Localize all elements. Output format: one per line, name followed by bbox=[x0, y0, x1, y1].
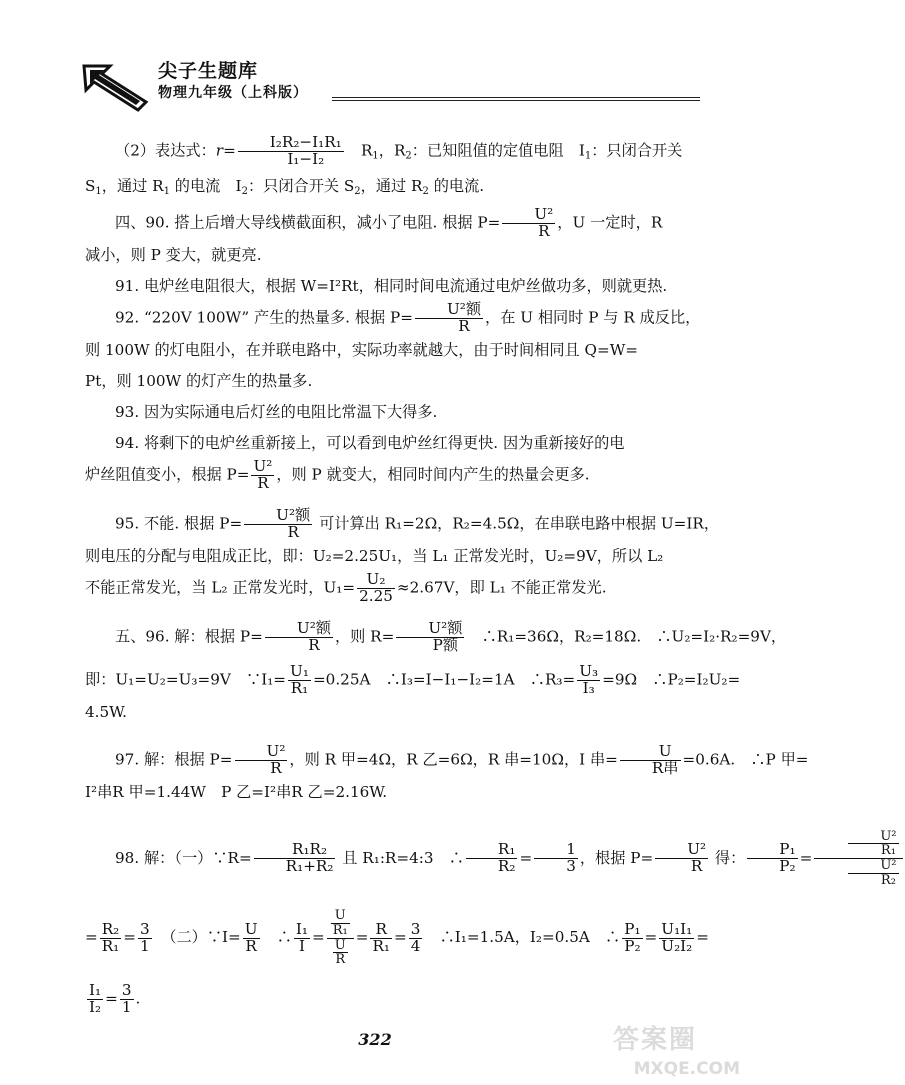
line-14: 不能正常发光，当 L₂ 正常发光时，U₁= $\frac{\text{U₂}}{2.25}$ ≈2.67V，即 L₁ 不能正常发光. bbox=[85, 570, 607, 606]
answer-text bbox=[85, 133, 897, 1016]
fraction: $\frac{\text{I₂R₂−I₁R₁}}{\text{I₁−I₂}}$ bbox=[238, 135, 344, 168]
line-19: I²串R 甲=1.44W P 乙=I²串R 乙=2.16W. bbox=[85, 782, 388, 801]
line-10: 94. 将剩下的电炉丝重新接上，可以看到电炉丝红得更快. 因为重新接好的电 bbox=[115, 434, 625, 453]
line-5: 91. 电炉丝电阻很大，根据 W=I²Rt，相同时间电流通过电炉丝做功多，则就更热. bbox=[115, 277, 668, 296]
line-9: 93. 因为实际通电后灯丝的电阻比常温下大得多. bbox=[115, 403, 438, 422]
line-15: 五、96. 解：根据 P= U²额 R ，则 R= U²额 P额 ∴R₁=36Ω，R₂=18Ω. ∴U₂=I₂·R₂=9V， bbox=[115, 618, 787, 654]
line-12: 95. 不能. 根据 P= U²额 R 可计算出 R₁=2Ω，R₂=4.5Ω，在串联电路中根据 U=IR， bbox=[115, 506, 720, 542]
line-6: 92. “220V 100W” 产生的热量多. 根据 P= U²额 R ，在 U 相同时 P 与 R 成反比， bbox=[115, 300, 701, 336]
arrow-logo-icon bbox=[80, 62, 150, 112]
watermark-top: 答案圈 bbox=[613, 1025, 698, 1055]
line-3: 四、90. 搭上后增大导线横截面积，减小了电阻. 根据 P= $\frac{\text{U²}}{R}$ ，U 一定时，R bbox=[115, 205, 663, 241]
header-rule bbox=[332, 97, 700, 101]
page-header bbox=[80, 50, 700, 110]
line-17: 4.5W. bbox=[85, 702, 127, 721]
watermark bbox=[605, 1019, 740, 1079]
line-20: 98. 解：（一）∵R= $\frac{\text{R₁R₂}}{\text{R₁+R₂}}$ 且 R₁:R=4:3 ∴ $\frac{\text{R₁}}{\text{R₂}}$ = $\frac{1}{3}$ ，根据 P= $\frac{\text{U²}}{R}$ 得： $\frac{\text{P₁}}{\text{P₂}}$ = $\frac{\frac{\text{U²}}{\text{R₁}}}{\frac{\text{U²}}{\text{R₂}}}$ bbox=[85, 830, 697, 888]
book-subtitle: 物理九年级（上科版） bbox=[158, 85, 308, 101]
line-1: （2）表达式：r= $\frac{\text{I₂R₂−I₁R₁}}{\text{I₁−I₂}}$ $R_1$，$R_2$：已知阻值的定值电阻 $I_1$：只闭合开关 bbox=[115, 133, 683, 168]
line-13: 则电压的分配与电阻成正比，即：U₂=2.25U₁，当 L₁ 正常发光时，U₂=9V，所以 L₂ bbox=[85, 547, 664, 566]
line-22: $\frac{\text{I₁}}{\text{I₂}}$ = $\frac{3}{1}$ . bbox=[89, 980, 141, 1016]
line-21: = $\frac{\text{R₂}}{\text{R₁}}$ = $\frac{3}{1}$ （二）∵I= $\frac{U}{R}$ ∴ $\frac{\text{I₁}}{I}$ = $\frac{\frac{U}{\text{R₁}}}{\frac{U}{R}}$ = $\frac{R}{\text{R₁}}$ = $\frac{3}{4}$ ∴I₁=1.5A，I₂=0.5A ∴ $\frac{\text{P₁}}{\text{P₂}}$ = $\frac{\text{U₁I₁}}{\text{U₂I₂}}$ = bbox=[85, 908, 709, 968]
line-2: $S_1$，通过 $R_1$ 的电流 $I_2$：只闭合开关 $S_2$，通过 $R_2$ 的电流. bbox=[85, 177, 485, 198]
line-18: 97. 解：根据 P= $\frac{\text{U²}}{R}$ ，则 R 甲=4Ω，R 乙=6Ω，R 串=10Ω，I 串= U R串 =0.6A. ∴P 甲= bbox=[115, 741, 809, 777]
line-11: 炉丝阻值变小，根据 P= $\frac{\text{U²}}{R}$ ，则 P 就变大，相同时间内产生的热量会更多. bbox=[85, 457, 590, 493]
page-number: 322 bbox=[358, 1030, 392, 1049]
line-4: 减小，则 P 变大，就更亮. bbox=[85, 246, 262, 265]
line-16: 即：U₁=U₂=U₃=9V ∵I₁= $\frac{\text{U₁}}{\text{R₁}}$ =0.25A ∴I₃=I−I₁−I₂=1A ∴R₃= $\frac{\text{U₃}}{\text{I₃}}$ =9Ω ∴P₂=I₂U₂= bbox=[85, 661, 741, 697]
line-7: 则 100W 的灯电阻小，在并联电路中，实际功率就越大，由于时间相同且 Q=W= bbox=[85, 341, 639, 360]
book-title: 尖子生题库 bbox=[158, 60, 259, 82]
line-8: Pt，则 100W 的灯产生的热量多. bbox=[85, 372, 313, 391]
watermark-bottom: MXQE.COM bbox=[633, 1059, 740, 1079]
